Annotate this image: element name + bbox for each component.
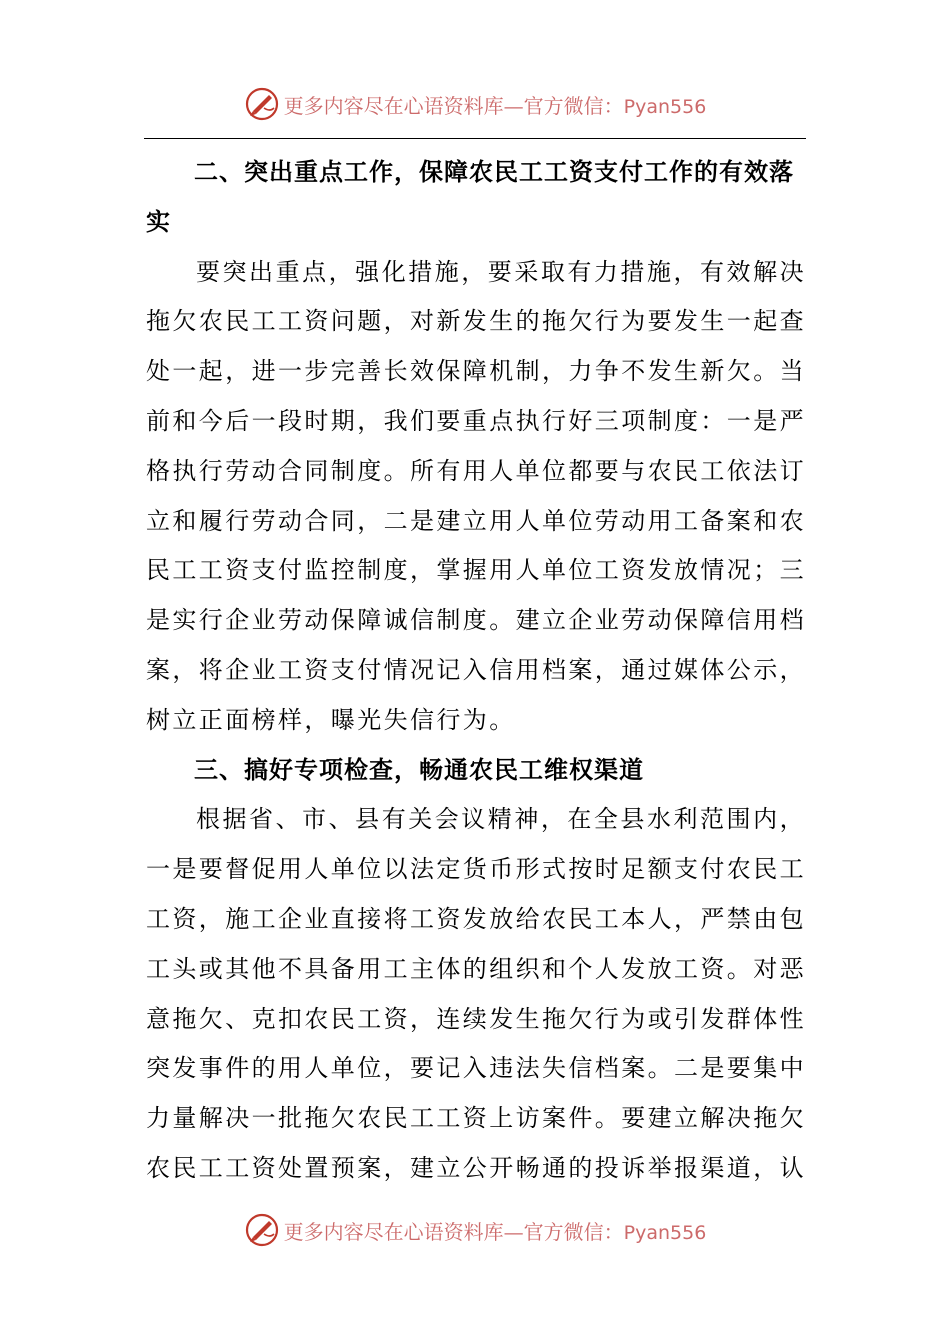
header-banner bbox=[0, 82, 950, 126]
footer-banner bbox=[0, 1208, 950, 1252]
section-paragraph-2: 要突出重点，强化措施，要采取有力措施，有效解决拖欠农民工工资问题，对新发生的拖欠行为要发生一起查处一起，进一步完善长效保障机制，力争不发生新欠。当前和今后一段时期，我们要重点执行好三项制度：一是严格执行劳动合同制度。所有用人单位都要与农民工依法订立和履行劳动合同，二是建立用人单位劳动用工备案和农民工工资支付监控制度，掌握用人单位工资发放情况；三是实行企业劳动保障诚信制度。建立企业劳动保障信用档案，将企业工资支付情况记入信用档案，通过媒体公示，树立正面榜样，曝光失信行为。 bbox=[146, 257, 806, 734]
document-body bbox=[146, 148, 806, 1194]
section-heading-2: 二、突出重点工作，保障农民工工资支付工作的有效落实 bbox=[146, 158, 794, 236]
banner-text: 更多内容尽在心语资料库—官方微信：Pyan556 bbox=[283, 1219, 707, 1244]
header-divider bbox=[144, 138, 806, 139]
section-heading-3: 三、搞好专项检查，畅通农民工维权渠道 bbox=[194, 755, 644, 784]
banner-handle: Pyan556 bbox=[623, 95, 707, 118]
banner-text: 更多内容尽在心语资料库—官方微信：Pyan556 bbox=[283, 93, 707, 118]
pen-logo-icon bbox=[244, 86, 280, 122]
banner-handle: Pyan556 bbox=[623, 1221, 707, 1244]
pen-logo-icon bbox=[244, 1212, 280, 1248]
section-paragraph-3: 根据省、市、县有关会议精神，在全县水利范围内，一是要督促用人单位以法定货币形式按时足额支付农民工工资，施工企业直接将工资发放给农民工本人，严禁由包工头或其他不具备用工主体的组织和个人发放工资。对恶意拖欠、克扣农民工资，连续发生拖欠行为或引发群体性突发事件的用人单位，要记入违法失信档案。二是要集中力量解决一批拖欠农民工工资上访案件。要建立解决拖欠农民工工资处置预案，建立公开畅通的投诉举报渠道，认 bbox=[146, 805, 806, 1182]
